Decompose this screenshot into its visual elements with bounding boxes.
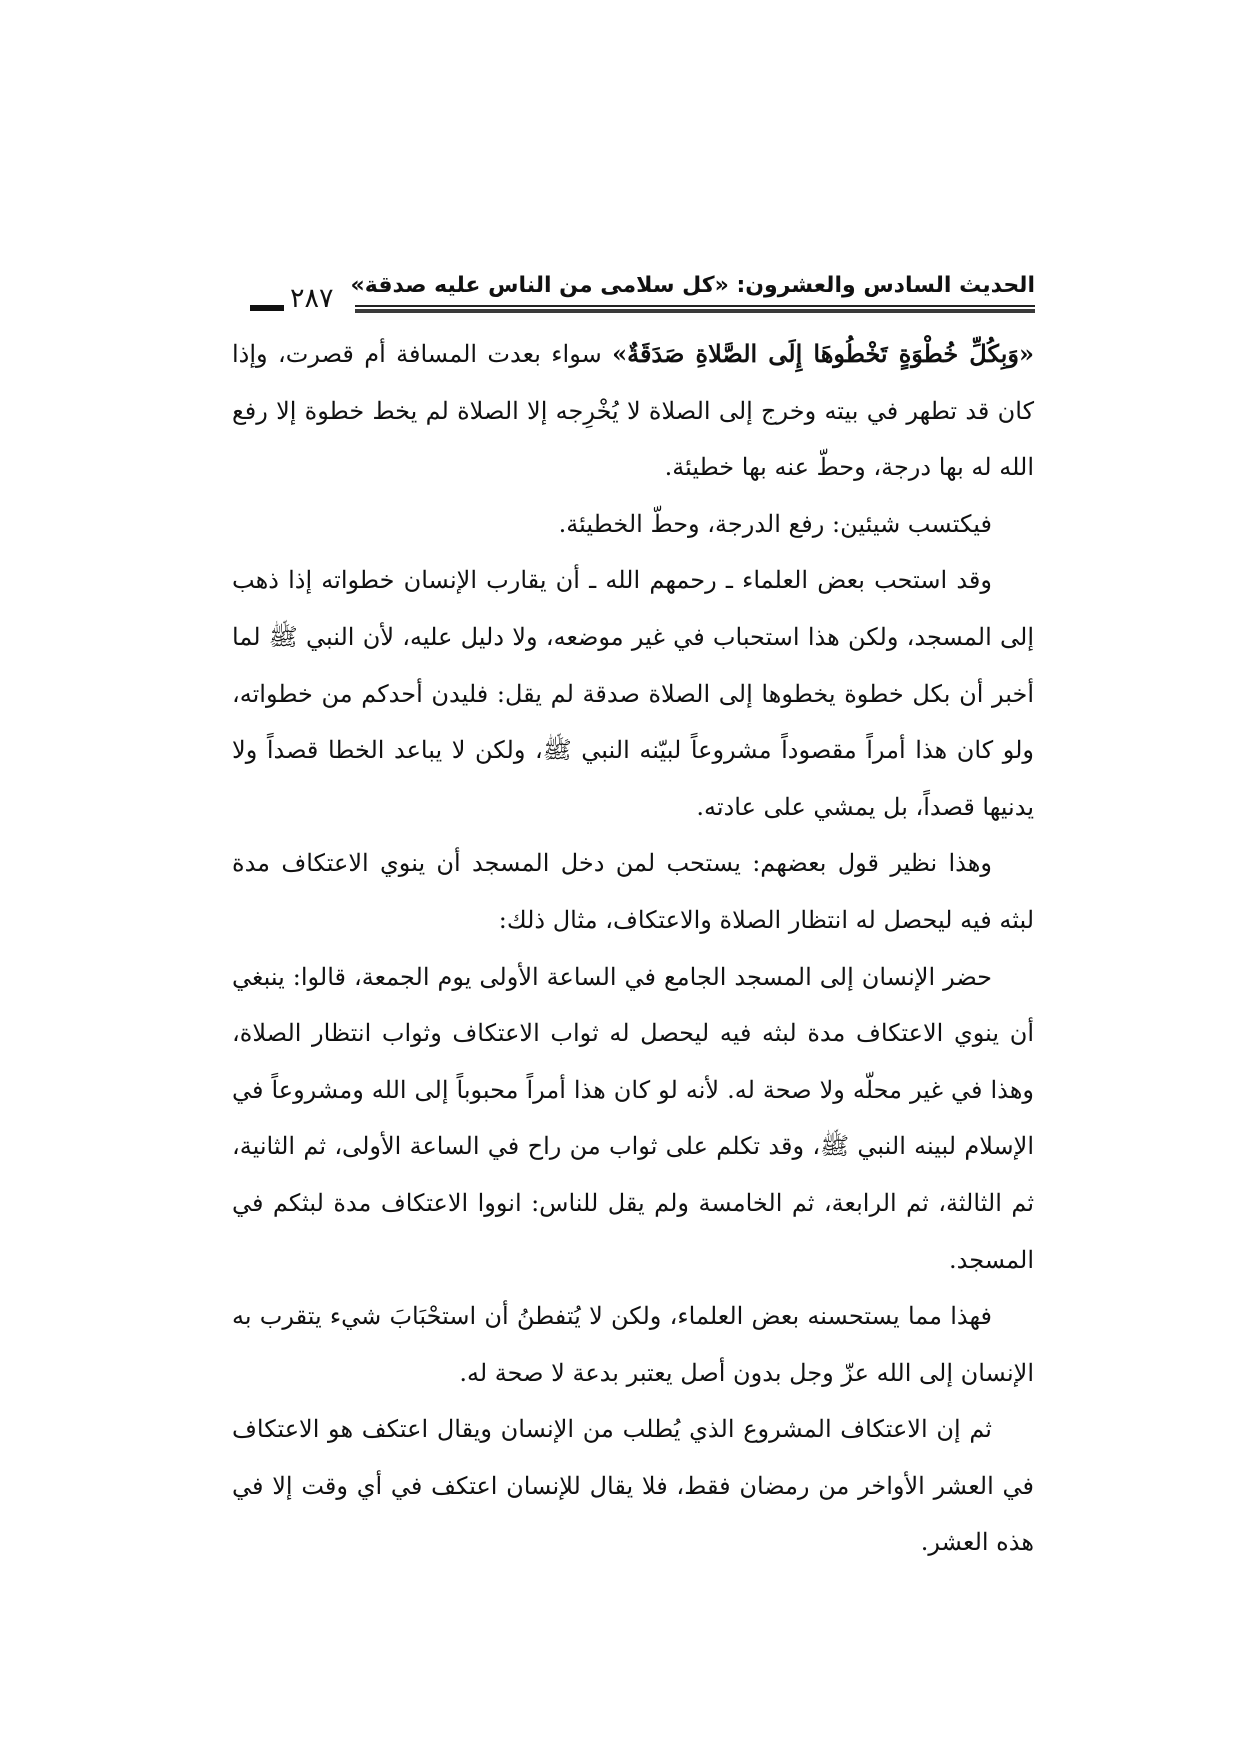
paragraph-7: ثم إن الاعتكاف المشروع الذي يُطلب من الإنسان ويقال اعتكف هو الاعتكاف في العشر الأواخر من رمضان فقط، فلا يقال للإنسان اعتكف في أي وقت إلا في هذه العشر. xyxy=(232,1415,1034,1557)
paragraph-2: فيكتسب شيئين: رفع الدرجة، وحطّ الخطيئة. xyxy=(558,509,992,538)
page-number: ٢٨٧ xyxy=(290,283,334,314)
body-text xyxy=(232,326,1034,1571)
paragraph-1-text: سواء بعدت المسافة أم قصرت، وإذا كان قد تطهر في بيته وخرج إلى الصلاة لا يُخْرِجه إلا الصلاة لم يخط خطوة إلا رفع الله له بها درجة، وحطّ عنه بها خطيئة. xyxy=(232,340,1034,482)
paragraph-4: وهذا نظير قول بعضهم: يستحب لمن دخل المسجد أن ينوي الاعتكاف مدة لبثه فيه ليحصل له انتظار الصلاة والاعتكاف، مثال ذلك: xyxy=(232,849,1034,934)
page-number-bar xyxy=(250,305,284,311)
header-rule xyxy=(355,305,1035,307)
hadith-quote: «وَبِكُلِّ خُطْوَةٍ تَخْطُوهَا إِلَى الصَّلاةِ صَدَقَةٌ» xyxy=(612,339,1035,368)
paragraph-5: حضر الإنسان إلى المسجد الجامع في الساعة الأولى يوم الجمعة، قالوا: ينبغي أن ينوي الاعتكاف مدة لبثه فيه ليحصل له ثواب الاعتكاف وثواب انتظار الصلاة، وهذا في غير محلّه ولا صحة له. لأنه لو كان هذا أمراً محبوباً إلى الله ومشروعاً في الإسلام لبينه النبي ﷺ، وقد تكلم على ثواب من راح في الساعة الأولى، ثم الثانية، ثم الثالثة، ثم الرابعة، ثم الخامسة ولم يقل للناس: انووا الاعتكاف مدة لبثكم في المسجد. xyxy=(232,962,1035,1274)
running-header xyxy=(250,271,1035,325)
paragraph-1 xyxy=(232,326,1034,496)
paragraph-6: فهذا مما يستحسنه بعض العلماء، ولكن لا يُتفطنُ أن استحْبَابَ شيء يتقرب به الإنسان إلى الله عزّ وجل بدون أصل يعتبر بدعة لا صحة له. xyxy=(232,1302,1034,1387)
chapter-title: الحديث السادس والعشرون: «كل سلامى من الناس عليه صدقة» xyxy=(350,273,1035,298)
header-rule-thick xyxy=(355,309,1035,313)
paragraph-3: وقد استحب بعض العلماء ـ رحمهم الله ـ أن يقارب الإنسان خطواته إذا ذهب إلى المسجد، ولكن هذا استحباب في غير موضعه، ولا دليل عليه، لأن النبي ﷺ لما أخبر أن بكل خطوة يخطوها إلى الصلاة صدقة لم يقل: فليدن أحدكم من خطواته، ولو كان هذا أمراً مقصوداً مشروعاً لبيّنه النبي ﷺ، ولكن لا يباعد الخطا قصداً ولا يدنيها قصداً، بل يمشي على عادته. xyxy=(232,566,1034,821)
